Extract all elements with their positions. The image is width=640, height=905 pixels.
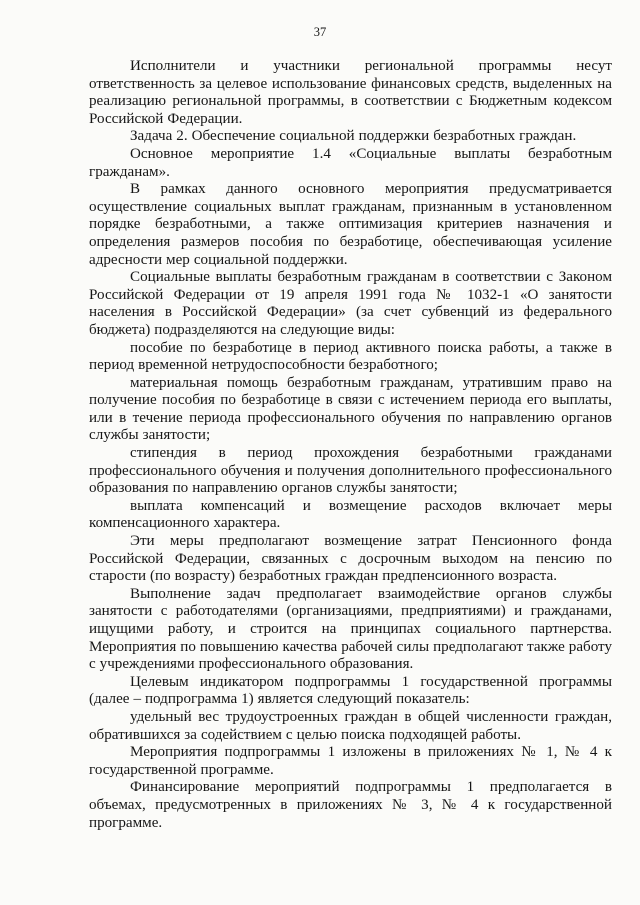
paragraph-financing: Финансирование мероприятий подпрограммы 1 предполагается в объемах, предусмотренных в приложениях № 3, № 4 к государственной программе. [89, 779, 612, 831]
list-item-unemployment-benefit: пособие по безработице в период активного поиска работы, а также в период временной нетрудоспособности безработного; [89, 339, 612, 374]
paragraph-target-indicator: Целевым индикатором подпрограммы 1 государственной программы (далее – подпрограмма 1) является следующий показатель: [89, 673, 612, 708]
paragraph-activity-scope: В рамках данного основного мероприятия предусматривается осуществление социальных выплат гражданам, признанным в установленном порядке безработными, а также оптимизация критериев назначения и определения размеров пособия по безработице, обеспечивающая усиление адресности мер социальной поддержки. [89, 181, 612, 268]
page-number: 37 [313, 25, 327, 39]
paragraph-main-activity: Основное мероприятие 1.4 «Социальные выплаты безработным гражданам». [89, 145, 612, 180]
list-item-material-aid: материальная помощь безработным гражданам, утратившим право на получение пособия по безработице в связи с истечением периода его выплаты, или в течение периода профессионального обучения по направлению органов службы занятости; [89, 374, 612, 444]
paragraph-responsibility: Исполнители и участники региональной программы несут ответственность за целевое использование финансовых средств, выделенных на реализацию региональной программы, в соответствии с Бюджетным кодексом Российской Федерации. [89, 58, 612, 127]
document-body [89, 58, 612, 832]
paragraph-payment-types-intro: Социальные выплаты безработным гражданам в соответствии с Законом Российской Федерации от 19 апреля 1991 года № 1032-1 «О занятости населения в Российской Федерации» (за счет субвенций из федерального бюджета) подразделяются на следующие виды: [89, 269, 612, 338]
paragraph-task-2: Задача 2. Обеспечение социальной поддержки безработных граждан. [130, 128, 577, 145]
paragraph-activities-appendix: Мероприятия подпрограммы 1 изложены в приложениях № 1, № 4 к государственной программе. [89, 744, 612, 778]
list-item-stipend: стипендия в период прохождения безработными гражданами профессионального обучения и получения дополнительного профессионального образования по направлению органов службы занятости; [89, 445, 612, 497]
list-item-compensation: выплата компенсаций и возмещение расходов включает меры компенсационного характера. [89, 497, 612, 532]
paragraph-indicator-definition: удельный вес трудоустроенных граждан в общей численности граждан, обратившихся за содействием с целью поиска подходящей работы. [89, 708, 612, 743]
paragraph-pension-fund: Эти меры предполагают возмещение затрат Пенсионного фонда Российской Федерации, связанных с досрочным выходом на пенсию по старости (по возрасту) безработных граждан предпенсионного возраста. [89, 533, 612, 585]
paragraph-cooperation: Выполнение задач предполагает взаимодействие органов службы занятости с работодателями (организациями, предприятиями) и гражданами, ищущими работу, и строится на принципах социального партнерства. Мероприятия по повышению качества рабочей силы предполагают также работу с учреждениями профессионального образования. [89, 585, 613, 673]
